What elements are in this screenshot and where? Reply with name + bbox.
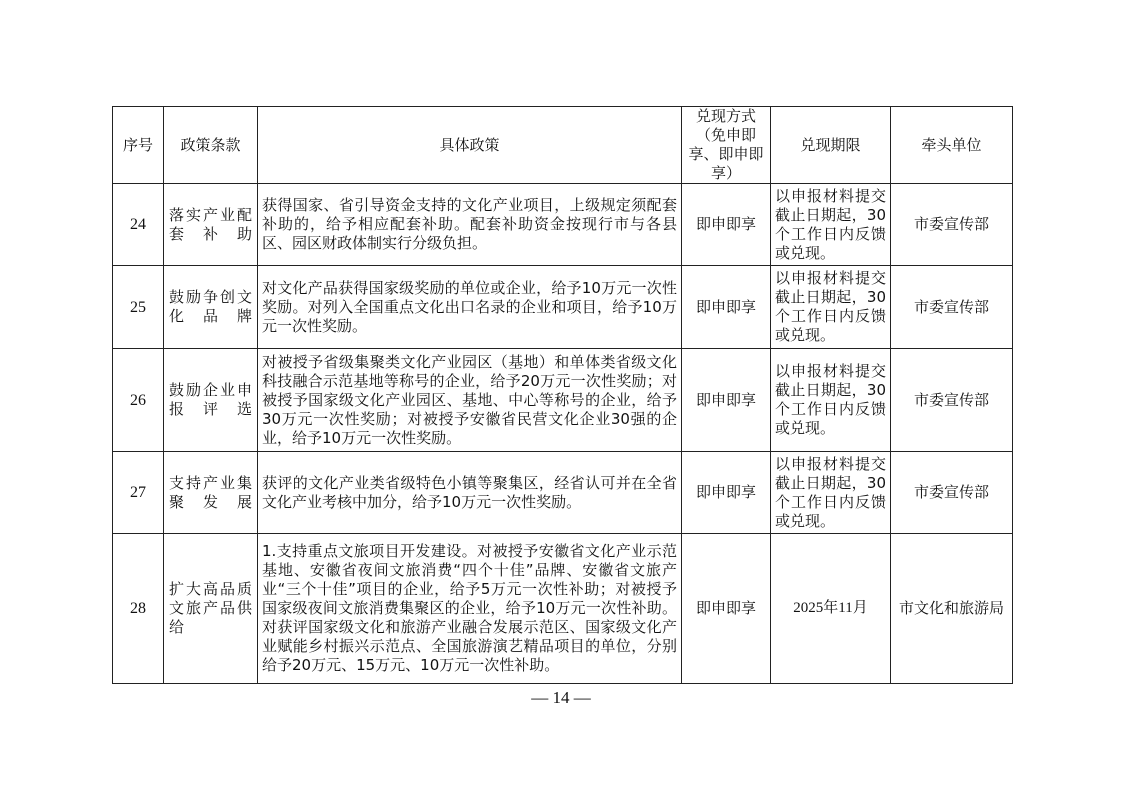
row-policy: 1.支持重点文旅项目开发建设。对被授予安徽省文化产业示范基地、安徽省夜间文旅消费“四个十佳”品牌、安徽省文旅产业“三个十佳”项目的企业，给予5万元一次性补助；对被授予国家级夜间文旅消费集聚区的企业，给予10万元一次性补助。对获评国家级文化和旅游产业融合发展示范区、国家级文化产业赋能乡村振兴示范点、全国旅游演艺精品项目的单位，分别给予20万元、15万元、10万元一次性补助。 — [258, 534, 682, 684]
row-mode: 即申即享 — [682, 452, 771, 534]
policy-table — [112, 106, 1013, 684]
row-item: 支持产业集聚发展 — [164, 452, 258, 534]
row-mode: 即申即享 — [682, 266, 771, 349]
row-item: 扩大高品质文旅产品供给 — [164, 534, 258, 684]
row-mode: 即申即享 — [682, 534, 771, 684]
header-no: 序号 — [113, 107, 164, 184]
header-deadline: 兑现期限 — [771, 107, 891, 184]
row-item: 鼓励企业申报评选 — [164, 349, 258, 452]
header-mode: 兑现方式（免申即享、即申即享） — [682, 107, 771, 184]
row-unit: 市委宣传部 — [891, 184, 1013, 266]
row-deadline: 2025年11月 — [771, 534, 891, 684]
row-deadline: 以申报材料提交截止日期起，30个工作日内反馈或兑现。 — [771, 184, 891, 266]
row-mode: 即申即享 — [682, 184, 771, 266]
table-row — [113, 266, 1013, 349]
table-row — [113, 534, 1013, 684]
row-item: 落实产业配套补助 — [164, 184, 258, 266]
row-mode: 即申即享 — [682, 349, 771, 452]
row-unit: 市委宣传部 — [891, 266, 1013, 349]
row-policy: 对被授予省级集聚类文化产业园区（基地）和单体类省级文化科技融合示范基地等称号的企业，给予20万元一次性奖励；对被授予国家级文化产业园区、基地、中心等称号的企业，给予30万元一次性奖励；对被授予安徽省民营文化企业30强的企业，给予10万元一次性奖励。 — [258, 349, 682, 452]
header-policy: 具体政策 — [258, 107, 682, 184]
table-row — [113, 452, 1013, 534]
row-policy: 获得国家、省引导资金支持的文化产业项目，上级规定须配套补助的，给予相应配套补助。配套补助资金按现行市与各县区、园区财政体制实行分级负担。 — [258, 184, 682, 266]
row-no: 26 — [113, 349, 164, 452]
table-header-row — [113, 107, 1013, 184]
row-deadline: 以申报材料提交截止日期起，30个工作日内反馈或兑现。 — [771, 452, 891, 534]
row-no: 28 — [113, 534, 164, 684]
row-no: 27 — [113, 452, 164, 534]
row-policy: 对文化产品获得国家级奖励的单位或企业，给予10万元一次性奖励。对列入全国重点文化出口名录的企业和项目，给予10万元一次性奖励。 — [258, 266, 682, 349]
row-deadline: 以申报材料提交截止日期起，30个工作日内反馈或兑现。 — [771, 266, 891, 349]
header-item: 政策条款 — [164, 107, 258, 184]
row-unit: 市委宣传部 — [891, 452, 1013, 534]
row-unit: 市委宣传部 — [891, 349, 1013, 452]
row-no: 24 — [113, 184, 164, 266]
row-no: 25 — [113, 266, 164, 349]
row-item: 鼓励争创文化品牌 — [164, 266, 258, 349]
row-deadline: 以申报材料提交截止日期起，30个工作日内反馈或兑现。 — [771, 349, 891, 452]
row-policy: 获评的文化产业类省级特色小镇等聚集区，经省认可并在全省文化产业考核中加分，给予10万元一次性奖励。 — [258, 452, 682, 534]
table-row — [113, 349, 1013, 452]
row-unit: 市文化和旅游局 — [891, 534, 1013, 684]
page-number: — 14 — — [531, 688, 591, 707]
header-unit: 牵头单位 — [891, 107, 1013, 184]
table-row — [113, 184, 1013, 266]
